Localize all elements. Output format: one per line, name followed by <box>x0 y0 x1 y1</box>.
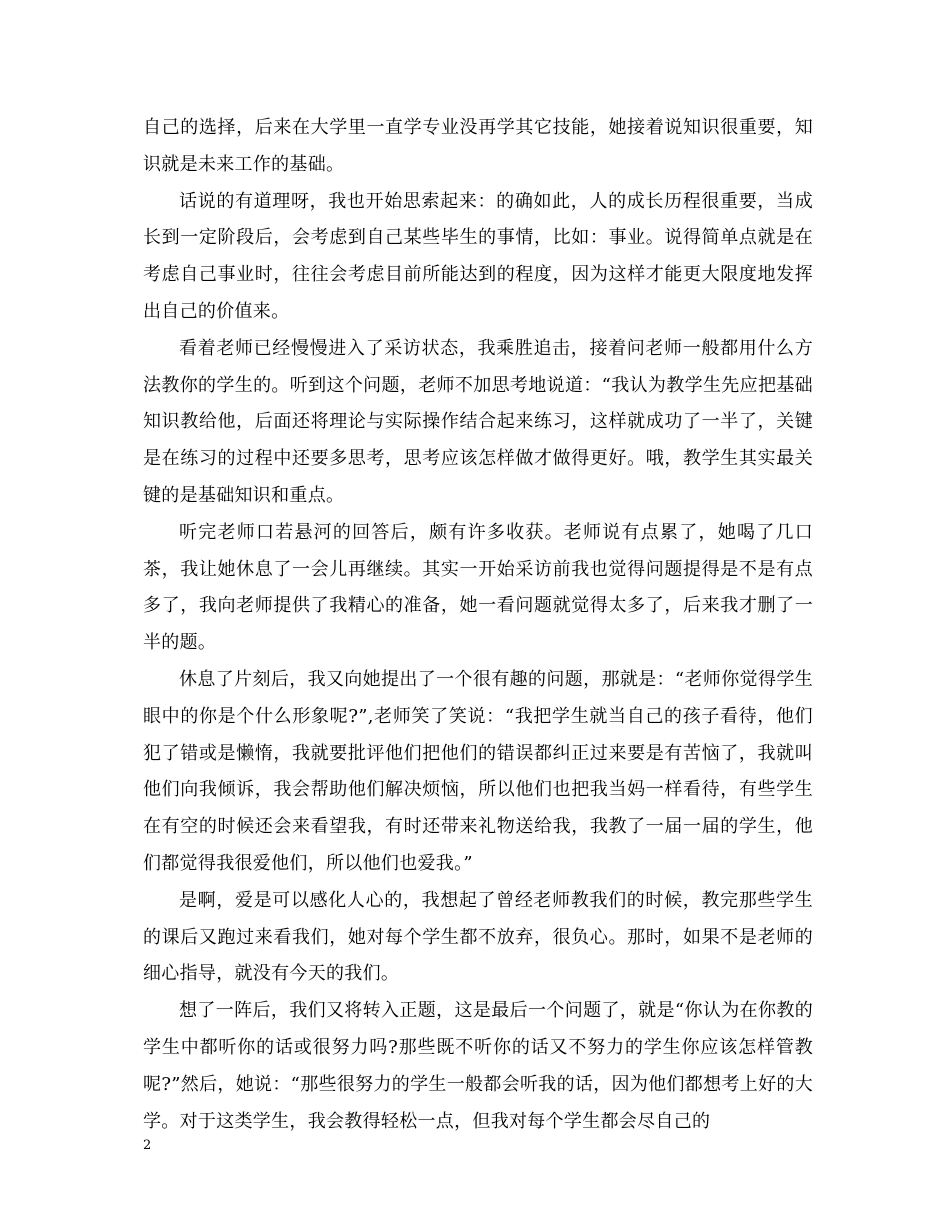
paragraph-4: 听完老师口若悬河的回答后，颇有许多收获。老师说有点累了，她喝了几口茶，我让她休息了一会儿再继续。其实一开始采访前我也觉得问题提得是不是有点多了，我向老师提供了我精心的准备，她一看问题就觉得太多了，后来我才删了一半的题。 <box>143 521 813 654</box>
paragraph-7: 想了一阵后，我们又将转入正题，这是最后一个问题了，就是“你认为在你教的学生中都听你的话或很努力吗?那些既不听你的话又不努力的学生你应该怎样管教呢?”然后，她说：“那些很努力的学生一般都会听我的话，因为他们都想考上好的大学。对于这类学生，我会教得轻松一点，但我对每个学生都会尽自己的 <box>143 1000 813 1132</box>
paragraph-2: 话说的有道理呀，我也开始思索起来：的确如此，人的成长历程很重要，当成长到一定阶段后，会考虑到自己某些毕生的事情，比如：事业。说得简单点就是在考虑自己事业时，往往会考虑目前所能达到的程度，因为这样才能更大限度地发挥出自己的价值来。 <box>143 190 813 322</box>
paragraph-1: 自己的选择，后来在大学里一直学专业没再学其它技能，她接着说知识很重要，知识就是未来工作的基础。 <box>143 117 813 175</box>
paragraph-6: 是啊，爱是可以感化人心的，我想起了曾经老师教我们的时候，教完那些学生的课后又跑过来看我们，她对每个学生都不放弃，很负心。那时，如果不是老师的细心指导，就没有今天的我们。 <box>143 889 813 985</box>
page-number: 2 <box>143 1138 152 1153</box>
paragraph-5: 休息了片刻后，我又向她提出了一个很有趣的问题，那就是：“老师你觉得学生眼中的你是个什么形象呢?”,老师笑了笑说：“我把学生就当自己的孩子看待，他们犯了错或是懒惰，我就要批评他们把他们的错误都纠正过来要是有苦恼了，我就叫他们向我倾诉，我会帮助他们解决烦恼，所以他们也把我当妈一样看待，有些学生在有空的时候还会来看望我，有时还带来礼物送给我，我教了一届一届的学生，他们都觉得我很爱他们，所以他们也爱我。” <box>143 668 813 874</box>
paragraph-3: 看着老师已经慢慢进入了采访状态，我乘胜追击，接着问老师一般都用什么方法教你的学生的。听到这个问题，老师不加思考地说道：“我认为教学生先应把基础知识教给他，后面还将理论与实际操作结合起来练习，这样就成功了一半了，关键是在练习的过程中还要多思考，思考应该怎样做才做得更好。哦，教学生其实最关键的是基础知识和重点。 <box>143 337 813 506</box>
body-text <box>143 110 813 1140</box>
